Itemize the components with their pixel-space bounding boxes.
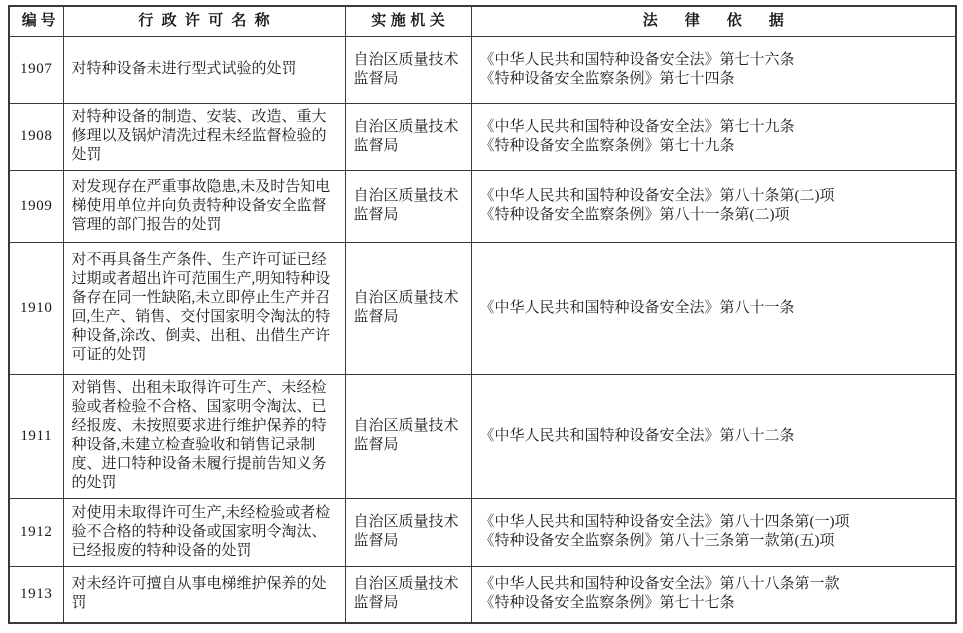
row-name-cell: 对不再具备生产条件、生产许可证已经过期或者超出许可范围生产,明知特种设备存在同一性缺陷,未立即停止生产并召回,生产、销售、交付国家明令淘汰的特种设备,涂改、倒卖、出租、出借生产许可证的处罚	[63, 242, 345, 374]
column-header-id: 编号	[9, 6, 63, 36]
row-agency-cell: 自治区质量技术监督局	[345, 36, 471, 103]
table-row	[9, 242, 956, 374]
table-row	[9, 498, 956, 566]
row-legal-cell	[471, 242, 956, 374]
legal-basis-line: 《中华人民共和国特种设备安全法》第八十条第(二)项	[479, 188, 835, 204]
legal-basis-line: 《中华人民共和国特种设备安全法》第八十八条第一款	[479, 576, 840, 593]
row-agency-cell: 自治区质量技术监督局	[345, 242, 471, 374]
row-name-cell: 对销售、出租未取得许可生产、未经检验或者检验不合格、国家明令淘汰、已经报废、未按照要求进行维护保养的特种设备,未建立检查验收和销售记录制度、进口特种设备未履行提前告知义务的处罚	[63, 374, 345, 498]
table-row	[9, 170, 956, 242]
row-agency-cell: 自治区质量技术监督局	[345, 566, 471, 623]
row-id-cell: 1907	[9, 36, 63, 103]
row-name-cell: 对特种设备的制造、安装、改造、重大修理以及锅炉清洗过程未经监督检验的处罚	[63, 103, 345, 170]
table-header-row	[9, 6, 956, 36]
table-row	[9, 566, 956, 623]
legal-basis-line: 《特种设备安全监察条例》第八十一条第(二)项	[479, 207, 790, 223]
row-id-cell: 1911	[9, 374, 63, 498]
row-name-cell: 对使用未取得许可生产,未经检验或者检验不合格的特种设备或国家明令淘汰、已经报废的特种设备的处罚	[63, 498, 345, 566]
row-id-cell: 1910	[9, 242, 63, 374]
row-legal-cell	[471, 566, 956, 623]
legal-basis-line: 《中华人民共和国特种设备安全法》第七十六条	[479, 51, 795, 68]
legal-basis-line: 《中华人民共和国特种设备安全法》第八十四条第(一)项	[479, 514, 850, 530]
row-legal-cell	[471, 36, 956, 103]
column-header-name: 行政许可名称	[63, 6, 345, 36]
row-id-cell: 1912	[9, 498, 63, 566]
legal-basis-line: 《中华人民共和国特种设备安全法》第七十九条	[479, 118, 795, 135]
row-name-cell: 对特种设备未进行型式试验的处罚	[63, 36, 345, 103]
row-id-cell: 1909	[9, 170, 63, 242]
row-agency-cell: 自治区质量技术监督局	[345, 374, 471, 498]
legal-basis-line: 《特种设备安全监察条例》第七十九条	[479, 137, 735, 154]
row-id-cell: 1908	[9, 103, 63, 170]
row-legal-cell	[471, 374, 956, 498]
legal-basis-line: 《中华人民共和国特种设备安全法》第八十二条	[479, 427, 795, 444]
row-legal-cell	[471, 103, 956, 170]
row-id-cell: 1913	[9, 566, 63, 623]
row-legal-cell	[471, 170, 956, 242]
column-header-agency: 实施机关	[345, 6, 471, 36]
row-agency-cell: 自治区质量技术监督局	[345, 170, 471, 242]
legal-basis-line: 《特种设备安全监察条例》第七十四条	[479, 70, 735, 87]
legal-basis-line: 《特种设备安全监察条例》第八十三条第一款第(五)项	[479, 533, 835, 549]
row-name-cell: 对未经许可擅自从事电梯维护保养的处罚	[63, 566, 345, 623]
row-agency-cell: 自治区质量技术监督局	[345, 498, 471, 566]
legal-basis-line: 《中华人民共和国特种设备安全法》第八十一条	[479, 299, 795, 316]
table-row	[9, 374, 956, 498]
row-agency-cell: 自治区质量技术监督局	[345, 103, 471, 170]
legal-basis-line: 《特种设备安全监察条例》第七十七条	[479, 595, 735, 612]
row-legal-cell	[471, 498, 956, 566]
table-row	[9, 36, 956, 103]
column-header-legal: 法律依据	[471, 6, 956, 36]
row-name-cell: 对发现存在严重事故隐患,未及时告知电梯使用单位并向负责特种设备安全监督管理的部门报告的处罚	[63, 170, 345, 242]
table-row	[9, 103, 956, 170]
administrative-permits-table	[8, 5, 957, 624]
